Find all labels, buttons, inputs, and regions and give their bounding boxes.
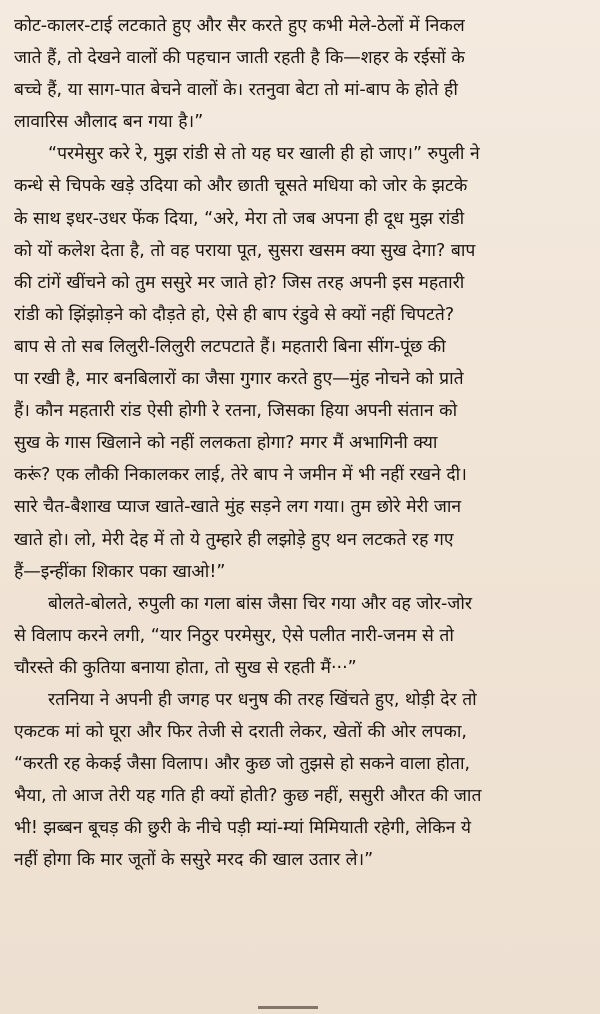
text-line: नहीं होगा कि मार जूतों के ससुरे मरद की खाल उतार ले।” <box>14 850 374 871</box>
text-line: कोट-कालर-टाई लटकाते हुए और सैर करते हुए कभी मेले-ठेलों में निकल <box>14 16 465 36</box>
text-line: लावारिस औलाद बन गया है।” <box>14 112 204 133</box>
paragraph-3 <box>14 588 586 684</box>
text-line: हैं। कौन महतारी रांड ऐसी होगी रे रतना, जिसका हिया अपनी संतान को <box>14 401 458 422</box>
paragraph-2 <box>14 138 586 587</box>
text-line: सारे चैत-बैशाख प्याज खाते-खाते मुंह सड़ने लग गया। तुम छोरे मेरी जान <box>14 497 462 518</box>
text-line: पा रखी है, मार बनबिलारों का जैसा गुगार करते हुए—मुंह नोचने को प्राते <box>14 369 464 390</box>
paragraph-1 <box>14 10 586 138</box>
page-edge-mark <box>258 1006 318 1009</box>
text-line: के साथ इधर-उधर फेंक दिया, “अरे, मेरा तो जब अपना ही दूध मुझ रांडी <box>14 208 465 229</box>
text-line: जाते हैं, तो देखने वालों की पहचान जाती रहती है कि—शहर के रईसों के <box>14 48 465 69</box>
text-line: से विलाप करने लगी, “यार निठुर परमेसुर, ऐसे पलीत नारी-जनम से तो <box>14 625 454 646</box>
text-line: बाप से तो सब लिलुरी-लिलुरी लटपटाते हैं। महतारी बिना सींग-पूंछ की <box>14 336 446 357</box>
text-line: “परमेसुर करे रे, मुझ रांडी से तो यह घर खाली ही हो जाए।” रुपुली ने <box>48 144 480 165</box>
text-line: करूं? एक लौकी निकालकर लाई, तेरे बाप ने जमीन में भी नहीं रखने दी। <box>14 465 467 486</box>
text-line: कन्धे से चिपके खड़े उदिया को और छाती चूसते मधिया को जोर के झटके <box>14 176 468 197</box>
text-line: रांडी को झिंझोड़ने को दौड़ते हो, ऐसे ही बाप रंडुवे से क्यों नहीं चिपटते? <box>14 304 455 325</box>
text-line: बोलते-बोलते, रुपुली का गला बांस जैसा चिर गया और वह जोर-जोर <box>48 593 473 614</box>
text-line: की टांगें खींचने को तुम ससुरे मर जाते हो? जिस तरह अपनी इस महतारी <box>14 272 465 293</box>
text-line: सुख के गास खिलाने को नहीं ललकता होगा? मगर मैं अभागिनी क्या <box>14 433 438 454</box>
text-line: रतनिया ने अपनी ही जगह पर धनुष की तरह खिंचते हुए, थोड़ी देर तो <box>48 689 477 710</box>
text-line: भी! झब्बन बूचड़ की छुरी के नीचे पड़ी म्यां-म्यां मिमियाती रहेगी, लेकिन ये <box>14 818 472 839</box>
text-line: चौरस्ते की कुतिया बनाया होता, तो सुख से रहती मैं···” <box>14 657 357 678</box>
text-line: खाते हो। लो, मेरी देह में तो ये तुम्हारे ही लझोड़े हुए थन लटकते रह गए <box>14 529 454 550</box>
text-line: “करती रह केकई जैसा विलाप। और कुछ जो तुझसे हो सकने वाला होता, <box>14 754 471 775</box>
text-line: बच्चे हैं, या साग-पात बेचने वालों के। रतनुवा बेटा तो मां-बाप के होते ही <box>14 80 458 101</box>
text-line: हैं—इन्हींका शिकार पका खाओ!” <box>14 561 226 582</box>
paragraph-4 <box>14 684 586 877</box>
text-line: एकटक मां को घूरा और फिर तेजी से दराती लेकर, खेतों की ओर लपका, <box>14 722 467 743</box>
text-line: भैया, तो आज तेरी यह गति ही क्यों होती? कुछ नहीं, ससुरी औरत की जात <box>14 786 482 807</box>
text-line: को यों कलेश देता है, तो वह पराया पूत, सुसरा खसम क्या सुख देगा? बाप <box>14 240 476 261</box>
